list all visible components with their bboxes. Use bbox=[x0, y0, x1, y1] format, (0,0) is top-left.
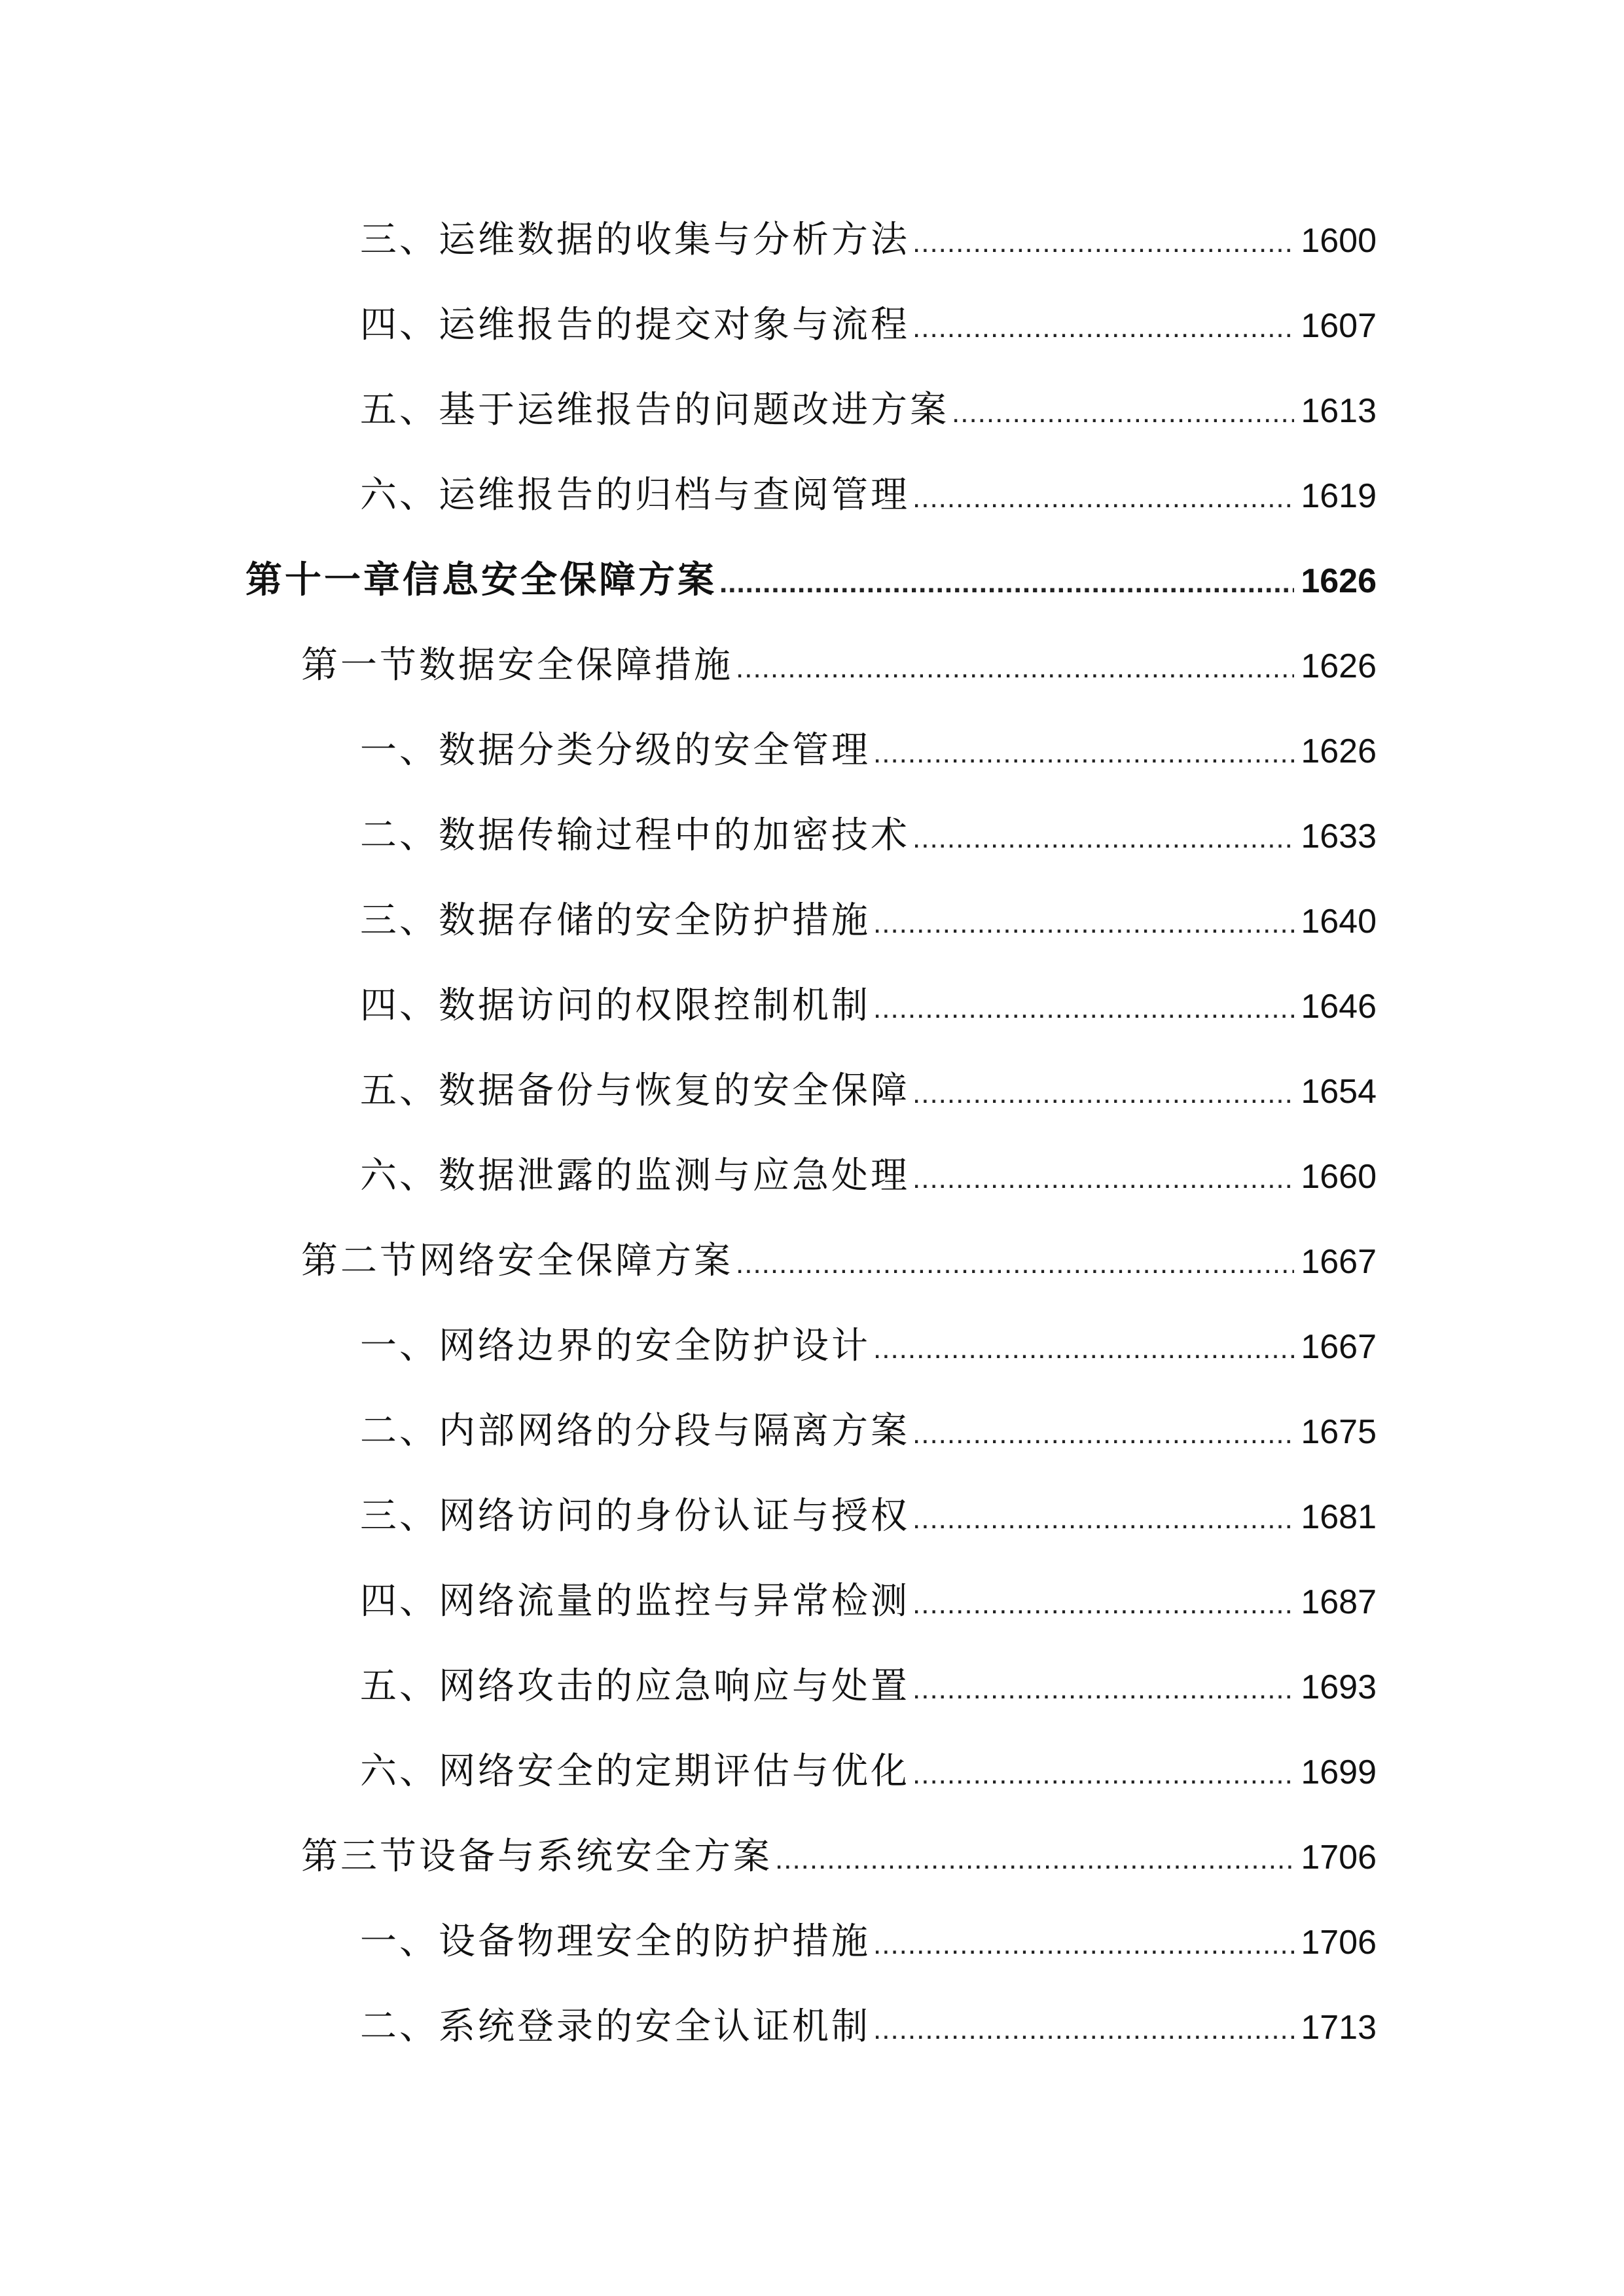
toc-entry-title: 六、数据泄露的监测与应急处理 bbox=[360, 1155, 910, 1197]
dot-leader bbox=[873, 894, 1294, 953]
toc-page-number: 1699 bbox=[1301, 1753, 1377, 1791]
toc-entry-title: 四、运维报告的提交对象与流程 bbox=[360, 304, 910, 346]
toc-entry-title: 五、基于运维报告的问题改进方案 bbox=[360, 389, 949, 431]
dot-leader bbox=[736, 639, 1294, 698]
toc-entry[interactable] bbox=[360, 1487, 1377, 1546]
dot-leader bbox=[736, 1234, 1294, 1293]
toc-page-number: 1681 bbox=[1301, 1498, 1377, 1536]
toc-page-number: 1667 bbox=[1301, 1328, 1377, 1366]
toc-entry-title: 二、数据传输过程中的加密技术 bbox=[360, 814, 910, 857]
toc-entry[interactable] bbox=[360, 296, 1377, 355]
toc-page-number: 1706 bbox=[1301, 1924, 1377, 1962]
toc-entry[interactable] bbox=[360, 1062, 1377, 1121]
dot-leader bbox=[912, 1575, 1294, 1634]
toc-entry-title: 三、网络访问的身份认证与授权 bbox=[360, 1495, 910, 1537]
toc-page-number: 1619 bbox=[1301, 477, 1377, 515]
toc-entry-title: 六、运维报告的归档与查阅管理 bbox=[360, 474, 910, 516]
dot-leader bbox=[912, 1064, 1294, 1123]
dot-leader bbox=[873, 724, 1294, 783]
toc-entry-title: 二、系统登录的安全认证机制 bbox=[360, 2005, 871, 2048]
toc-section-entry[interactable] bbox=[301, 1827, 1377, 1886]
toc-page-number: 1667 bbox=[1301, 1243, 1377, 1281]
toc-entry-title: 一、网络边界的安全防护设计 bbox=[360, 1325, 871, 1367]
toc-entry-title: 五、数据备份与恢复的安全保障 bbox=[360, 1069, 910, 1112]
toc-page-number: 1687 bbox=[1301, 1583, 1377, 1621]
toc-entry[interactable] bbox=[360, 1572, 1377, 1631]
toc-entry[interactable] bbox=[360, 1742, 1377, 1801]
toc-entry-title: 一、数据分类分级的安全管理 bbox=[360, 729, 871, 772]
dot-leader bbox=[873, 1915, 1294, 1974]
toc-entry[interactable] bbox=[360, 381, 1377, 440]
toc-entry[interactable] bbox=[360, 977, 1377, 1035]
dot-leader bbox=[952, 384, 1294, 442]
toc-entry[interactable] bbox=[360, 211, 1377, 270]
dot-leader bbox=[873, 1319, 1294, 1378]
toc-entry[interactable] bbox=[360, 1317, 1377, 1376]
toc-section-entry[interactable] bbox=[301, 1232, 1377, 1291]
toc-entry-title: 三、数据存储的安全防护措施 bbox=[360, 899, 871, 942]
toc-entry[interactable] bbox=[360, 806, 1377, 865]
toc-chapter-entry[interactable] bbox=[245, 551, 1377, 610]
toc-entry-title: 六、网络安全的定期评估与优化 bbox=[360, 1750, 910, 1793]
toc-page-number: 1706 bbox=[1301, 1839, 1377, 1876]
toc-entry[interactable] bbox=[360, 1657, 1377, 1716]
toc-entry-title: 四、网络流量的监控与异常检测 bbox=[360, 1580, 910, 1623]
toc-entry-title: 一、设备物理安全的防护措施 bbox=[360, 1920, 871, 1963]
toc-page-number: 1607 bbox=[1301, 307, 1377, 345]
toc-page-number: 1640 bbox=[1301, 903, 1377, 941]
toc-entry[interactable] bbox=[360, 1147, 1377, 1206]
toc-entry-title: 二、内部网络的分段与隔离方案 bbox=[360, 1410, 910, 1452]
toc-entry[interactable] bbox=[360, 466, 1377, 525]
toc-page-number: 1600 bbox=[1301, 222, 1377, 260]
toc-entry[interactable] bbox=[360, 1402, 1377, 1461]
toc-entry-title: 五、网络攻击的应急响应与处置 bbox=[360, 1665, 910, 1708]
toc-entry[interactable] bbox=[360, 1998, 1377, 2056]
toc-page-number: 1633 bbox=[1301, 817, 1377, 855]
toc-entry-title: 四、数据访问的权限控制机制 bbox=[360, 984, 871, 1027]
dot-leader bbox=[912, 298, 1294, 357]
dot-leader bbox=[912, 1405, 1294, 1463]
toc-page-number: 1660 bbox=[1301, 1158, 1377, 1196]
toc-page-number: 1693 bbox=[1301, 1668, 1377, 1706]
toc-page-number: 1626 bbox=[1301, 732, 1377, 770]
dot-leader bbox=[912, 1149, 1294, 1208]
dot-leader bbox=[912, 1745, 1294, 1804]
toc-page-number: 1646 bbox=[1301, 988, 1377, 1026]
toc-entry-title: 第十一章信息安全保障方案 bbox=[245, 559, 717, 601]
toc-page-number: 1626 bbox=[1301, 647, 1377, 685]
toc-page-number: 1613 bbox=[1301, 392, 1377, 430]
dot-leader bbox=[775, 1830, 1294, 1889]
toc-page-number: 1654 bbox=[1301, 1073, 1377, 1111]
dot-leader bbox=[912, 213, 1294, 272]
toc-entry[interactable] bbox=[360, 891, 1377, 950]
toc-entry-title: 第二节网络安全保障方案 bbox=[301, 1240, 733, 1282]
toc-page-number: 1713 bbox=[1301, 2009, 1377, 2047]
dot-leader bbox=[873, 2000, 1294, 2059]
toc-section-entry[interactable] bbox=[301, 636, 1377, 695]
dot-leader bbox=[873, 979, 1294, 1038]
dot-leader bbox=[719, 554, 1294, 613]
dot-leader bbox=[912, 809, 1294, 868]
toc-entry-title: 第三节设备与系统安全方案 bbox=[301, 1835, 772, 1878]
toc-entry-title: 三、运维数据的收集与分析方法 bbox=[360, 219, 910, 261]
dot-leader bbox=[912, 1660, 1294, 1719]
toc-entry[interactable] bbox=[360, 1912, 1377, 1971]
dot-leader bbox=[912, 1490, 1294, 1549]
dot-leader bbox=[912, 469, 1294, 528]
toc-page-number: 1626 bbox=[1301, 562, 1377, 600]
toc-entry-title: 第一节数据安全保障措施 bbox=[301, 644, 733, 687]
toc-entry[interactable] bbox=[360, 721, 1377, 780]
toc-page-number: 1675 bbox=[1301, 1413, 1377, 1451]
